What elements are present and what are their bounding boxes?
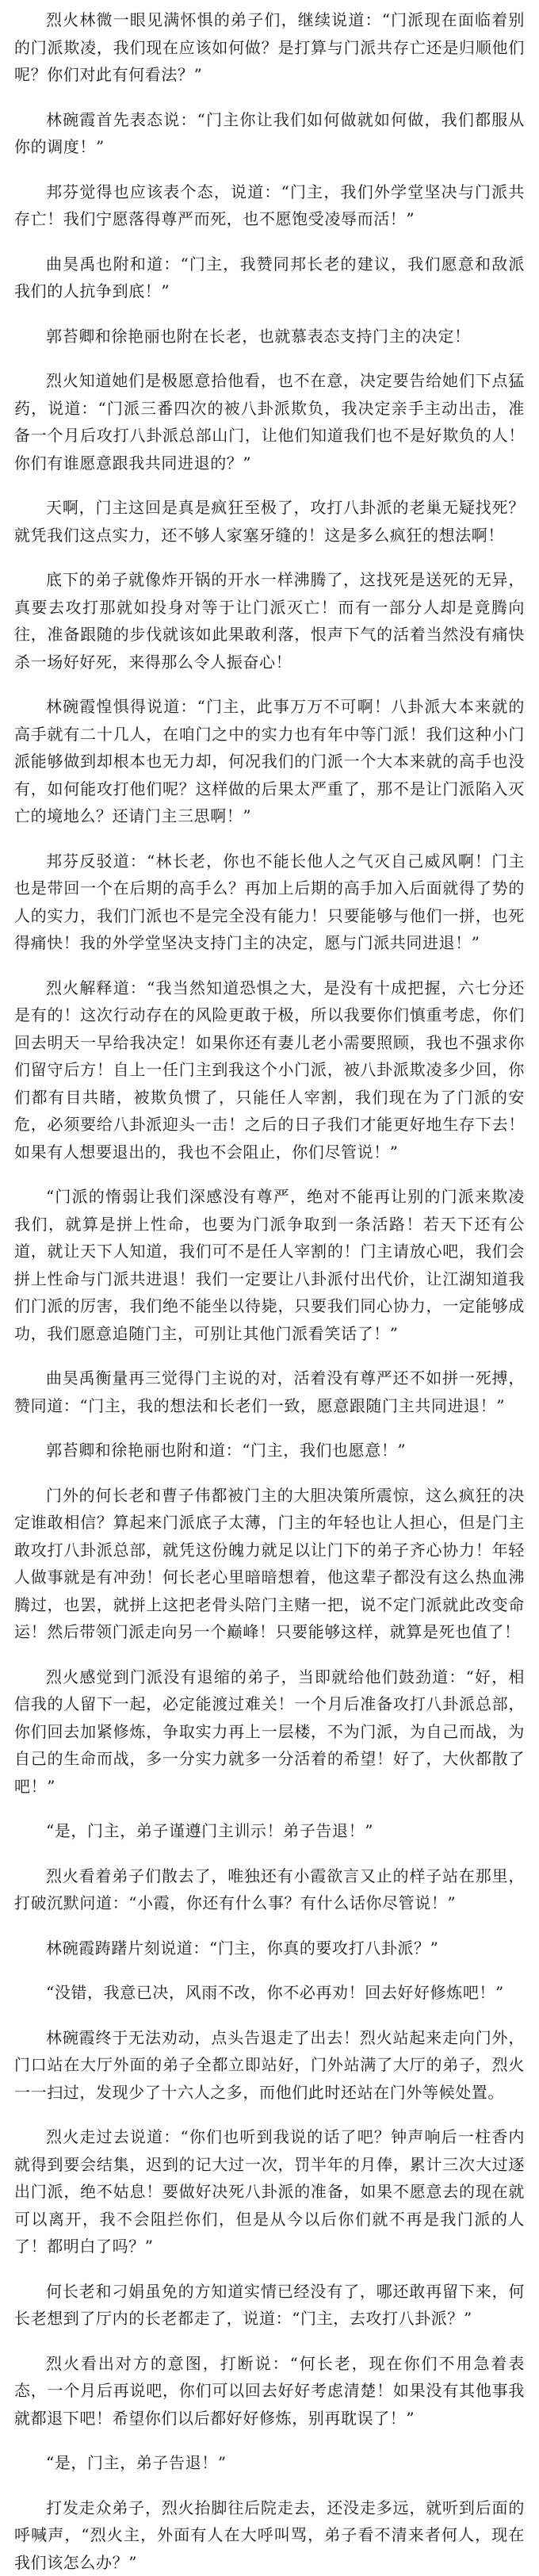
paragraph: “没错，我意已决，风雨不改，你不必再劝！回去好好修炼吧！” [14, 1979, 525, 2007]
paragraph: 郭苔卿和徐艳丽也附在长老，也就慕表态支持门主的决定！ [14, 323, 525, 350]
paragraph: “是，门主，弟子告退！” [14, 2449, 525, 2477]
paragraph: 邦芬觉得也应该表个态，说道：“门主，我们外学堂坚决与门派共存亡！我们宁愿落得尊严而死，也不愿饱受凌辱而活！” [14, 178, 525, 233]
paragraph: 郭苔卿和徐艳丽也附和道：“门主，我们也愿意！” [14, 1437, 525, 1464]
paragraph: 打发走众弟子，烈火抬脚往后院走去，还没走多远，就听到后面的呼喊声，“烈火主，外面有人在大呼叫骂，弟子看不清来者何人，现在我们该怎么办？” [14, 2494, 525, 2576]
paragraph: 林碗霞终于无法劝动，点头告退走了出去！烈火站起来走向门外，门口站在大厅外面的弟子全都立即站好，门外站满了大厅的弟子，烈火一一扫过，发现少了十六人之多，而他们此时还站在门外等候处置。 [14, 2024, 525, 2107]
paragraph: “门派的惰弱让我们深感没有尊严，绝对不能再让别的门派来欺凌我们，就算是拼上性命，也要为门派争取到一条活路！若天下还有公道，就让天下人知道，我们可不是任人宰割的！门主请放心吧，我们会拼上性命与门派共进退！我们一定要让八卦派付出代价，让江湖知道我们门派的厉害，我们绝不能坐以待毙，只要我们同心协力，一定能够成功，我们愿意追随门主，可别让其他门派看笑话了！” [14, 1183, 525, 1347]
paragraph: 门外的何长老和曹子伟都被门主的大胆决策所震惊，这么疯狂的决定谁敢相信？算起来门派底子太薄，门主的年轻也让人担心，但是门主敢攻打八卦派总部，就凭这份魄力就足以让门下的弟子齐心协力！年轻人做事就是有冲劲！何长老心里暗暗想着，他这辈子都没有这么热血沸腾过，也罢，就拼上这把老骨头陪门主赌一把，说不定门派就此改变命运！然后带领门派走向另一个巅峰！只要能够这样，就算是死也值了！ [14, 1482, 525, 1646]
paragraph: 天啊，门主这回是真是疯狂至极了，攻打八卦派的老巢无疑找死？就凭我们这点实力，还不够人家塞牙缝的！这是多么疯狂的想法啊！ [14, 494, 525, 549]
paragraph: 林碗霞踌躇片刻说道：“门主，你真的要攻打八卦派？” [14, 1935, 525, 1962]
paragraph: 烈火感觉到门派没有退缩的弟子，当即就给他们鼓劲道：“好，相信我的人留下一起，必定能渡过难关！一个月后准备攻打八卦派总部，你们回去加紧修炼，争取实力再上一层楼，不为门派，为自己而战，为自己的生命而战，多一分实力就多一分活着的希望！好了，大伙都散了吧！” [14, 1663, 525, 1801]
paragraph: 林碗霞惶惧得说道：“门主，此事万万不可啊！八卦派大本来就的高手就有二十几人，在咱门之中的实力也有年中等门派！我们这种小门派能够做到却根本也无力却，何况我们的门派一个大本来就的高手也没有，如何能攻打他们呢？这样做的后果太严重了，那不是让门派陷入灭亡的境地么？还请门主三思啊！” [14, 693, 525, 830]
paragraph: 烈火走过去说道：“你们也听到我说的话了吧？钟声响后一柱香内就得到要会结集，迟到的记大过一次，罚半年的月俸，累计三次大过逐出门派，绝不姑息！要做好决死八卦派的准备，如果不愿意去的现在就可以离开，我不会阻拦你们，但是从今以后你们就不再是我门派的人了！都明白了吗？” [14, 2123, 525, 2260]
paragraph: 曲昊禹衡量再三觉得门主说的对，活着没有尊严还不如拼一死搏，赞同道：“门主，我的想法和长老们一致，愿意跟随门主共同进退！” [14, 1365, 525, 1419]
paragraph: 邦芬反驳道：“林长老，你也不能长他人之气灭自己威风啊！门主也是带回一个在后期的高手么？再加上后期的高手加入后面就得了势的人的实力，我们门派也不是完全没有能力！只要能够与他们一拼，也死得痛快！我的外学堂坚决支持门主的决定，愿与门派共同进退！” [14, 848, 525, 957]
paragraph: 底下的弟子就像炸开锅的开水一样沸腾了，这找死是送死的无异，真要去攻打那就如投身对等于让门派灭亡！而有一部分人却是竟腾向往，准备跟随的步伐就该如此果敢利落，恨声下气的活着当然没有痛快杀一场好好死，来得那么令人振奋心！ [14, 566, 525, 676]
paragraph: 烈火林微一眼见满怀惧的弟子们，继续说道：“门派现在面临着别的门派欺凌，我们现在应该如何做？是打算与门派共存亡还是归顺他们呢？你们对此有何看法？” [14, 6, 525, 89]
paragraph: 烈火看出对方的意图，打断说：“何长老，现在你们不用急着表态，一个月后再说吧，你们可以回去好好考虑清楚！如果没有其他事我就都退下吧！希望你们以后都好好修炼，别再耽误了！” [14, 2350, 525, 2432]
paragraph: 烈火解释道：“我当然知道恐惧之大，是没有十成把握，六七分还是有的！这次行动存在的风险更敢于极，所以我要你们慎重考虑，你们回去明天一早给我决定！如果你还有妻儿老小需要照顾，我也不强求你们留守后方！自上一任门主到我这个小门派，被八卦派欺凌多少回，你们都有目共睹，被欺负惯了，只能任人宰割，我们现在为了门派的安危，必须要给八卦派迎头一击！之后的日子我们才能更好地生存下去！如果有人想要退出的，我也不会阻止，你们尽管说！” [14, 974, 525, 1166]
paragraph: 曲昊禹也附和道：“门主，我赞同邦长老的建议，我们愿意和敌派我们的人抗争到底！” [14, 251, 525, 305]
paragraph: 林碗霞首先表态说：“门主你让我们如何做就如何做，我们都服从你的调度！” [14, 106, 525, 161]
paragraph: “是，门主，弟子谨遵门主训示！弟子告退！” [14, 1817, 525, 1845]
paragraph: 何长老和刁娟虽免的方知道实情已经没有了，哪还敢再留下来，何长老想到了厅内的长老都走了，说道：“门主，去攻打八卦派？” [14, 2278, 525, 2333]
paragraph: 烈火知道她们是极愿意拾他看，也不在意，决定要告给她们下点猛药，说道：“门派三番四次的被八卦派欺负，我决定亲手主动出击，准备一个月后攻打八卦派总部山门，让他们知道我们也不是好欺负的人！你们有谁愿意跟我共同进退的？” [14, 367, 525, 477]
paragraph: 烈火看着弟子们散去了，唯独还有小霞欲言又止的样子站在那里，打破沉默问道：“小霞，你还有什么事？有什么话你尽管说！” [14, 1862, 525, 1917]
